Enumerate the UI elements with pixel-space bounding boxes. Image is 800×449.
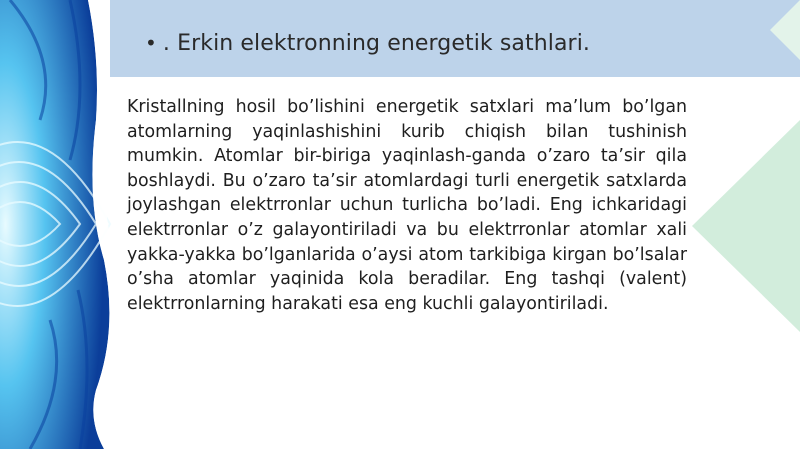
title-bullet: • [145, 31, 157, 55]
slide-body-text: Kristallning hosil bo’lishini energetik satxlari ma’lum bo’lgan atomlarning yaqinlashishini kurib chiqish bilan tushinish mumkin. Atomlar bir-biriga yaqinlash-ganda o’zaro ta’sir qila boshlaydi. Bu o’zaro ta’sir atomlardagi turli energetik satxlarda joylashgan elektrronlar uchun turlicha bo’ladi. Eng ichkaridagi elektrronlar o’z galayontiriladi va bu elektrronlar atomlar xali yakka-yakka bo’lganlarida o’aysi atom tarkibiga kirgan bo’lsalar o’sha atomlar yaqinida kola beradilar. Eng tashqi (valent) elektrronlarning harakati esa eng kuchli galayontiriladi. [127, 97, 687, 314]
slide-title: . Erkin elektronning energetik sathlari. [162, 30, 590, 56]
slide-title-row [145, 26, 590, 60]
